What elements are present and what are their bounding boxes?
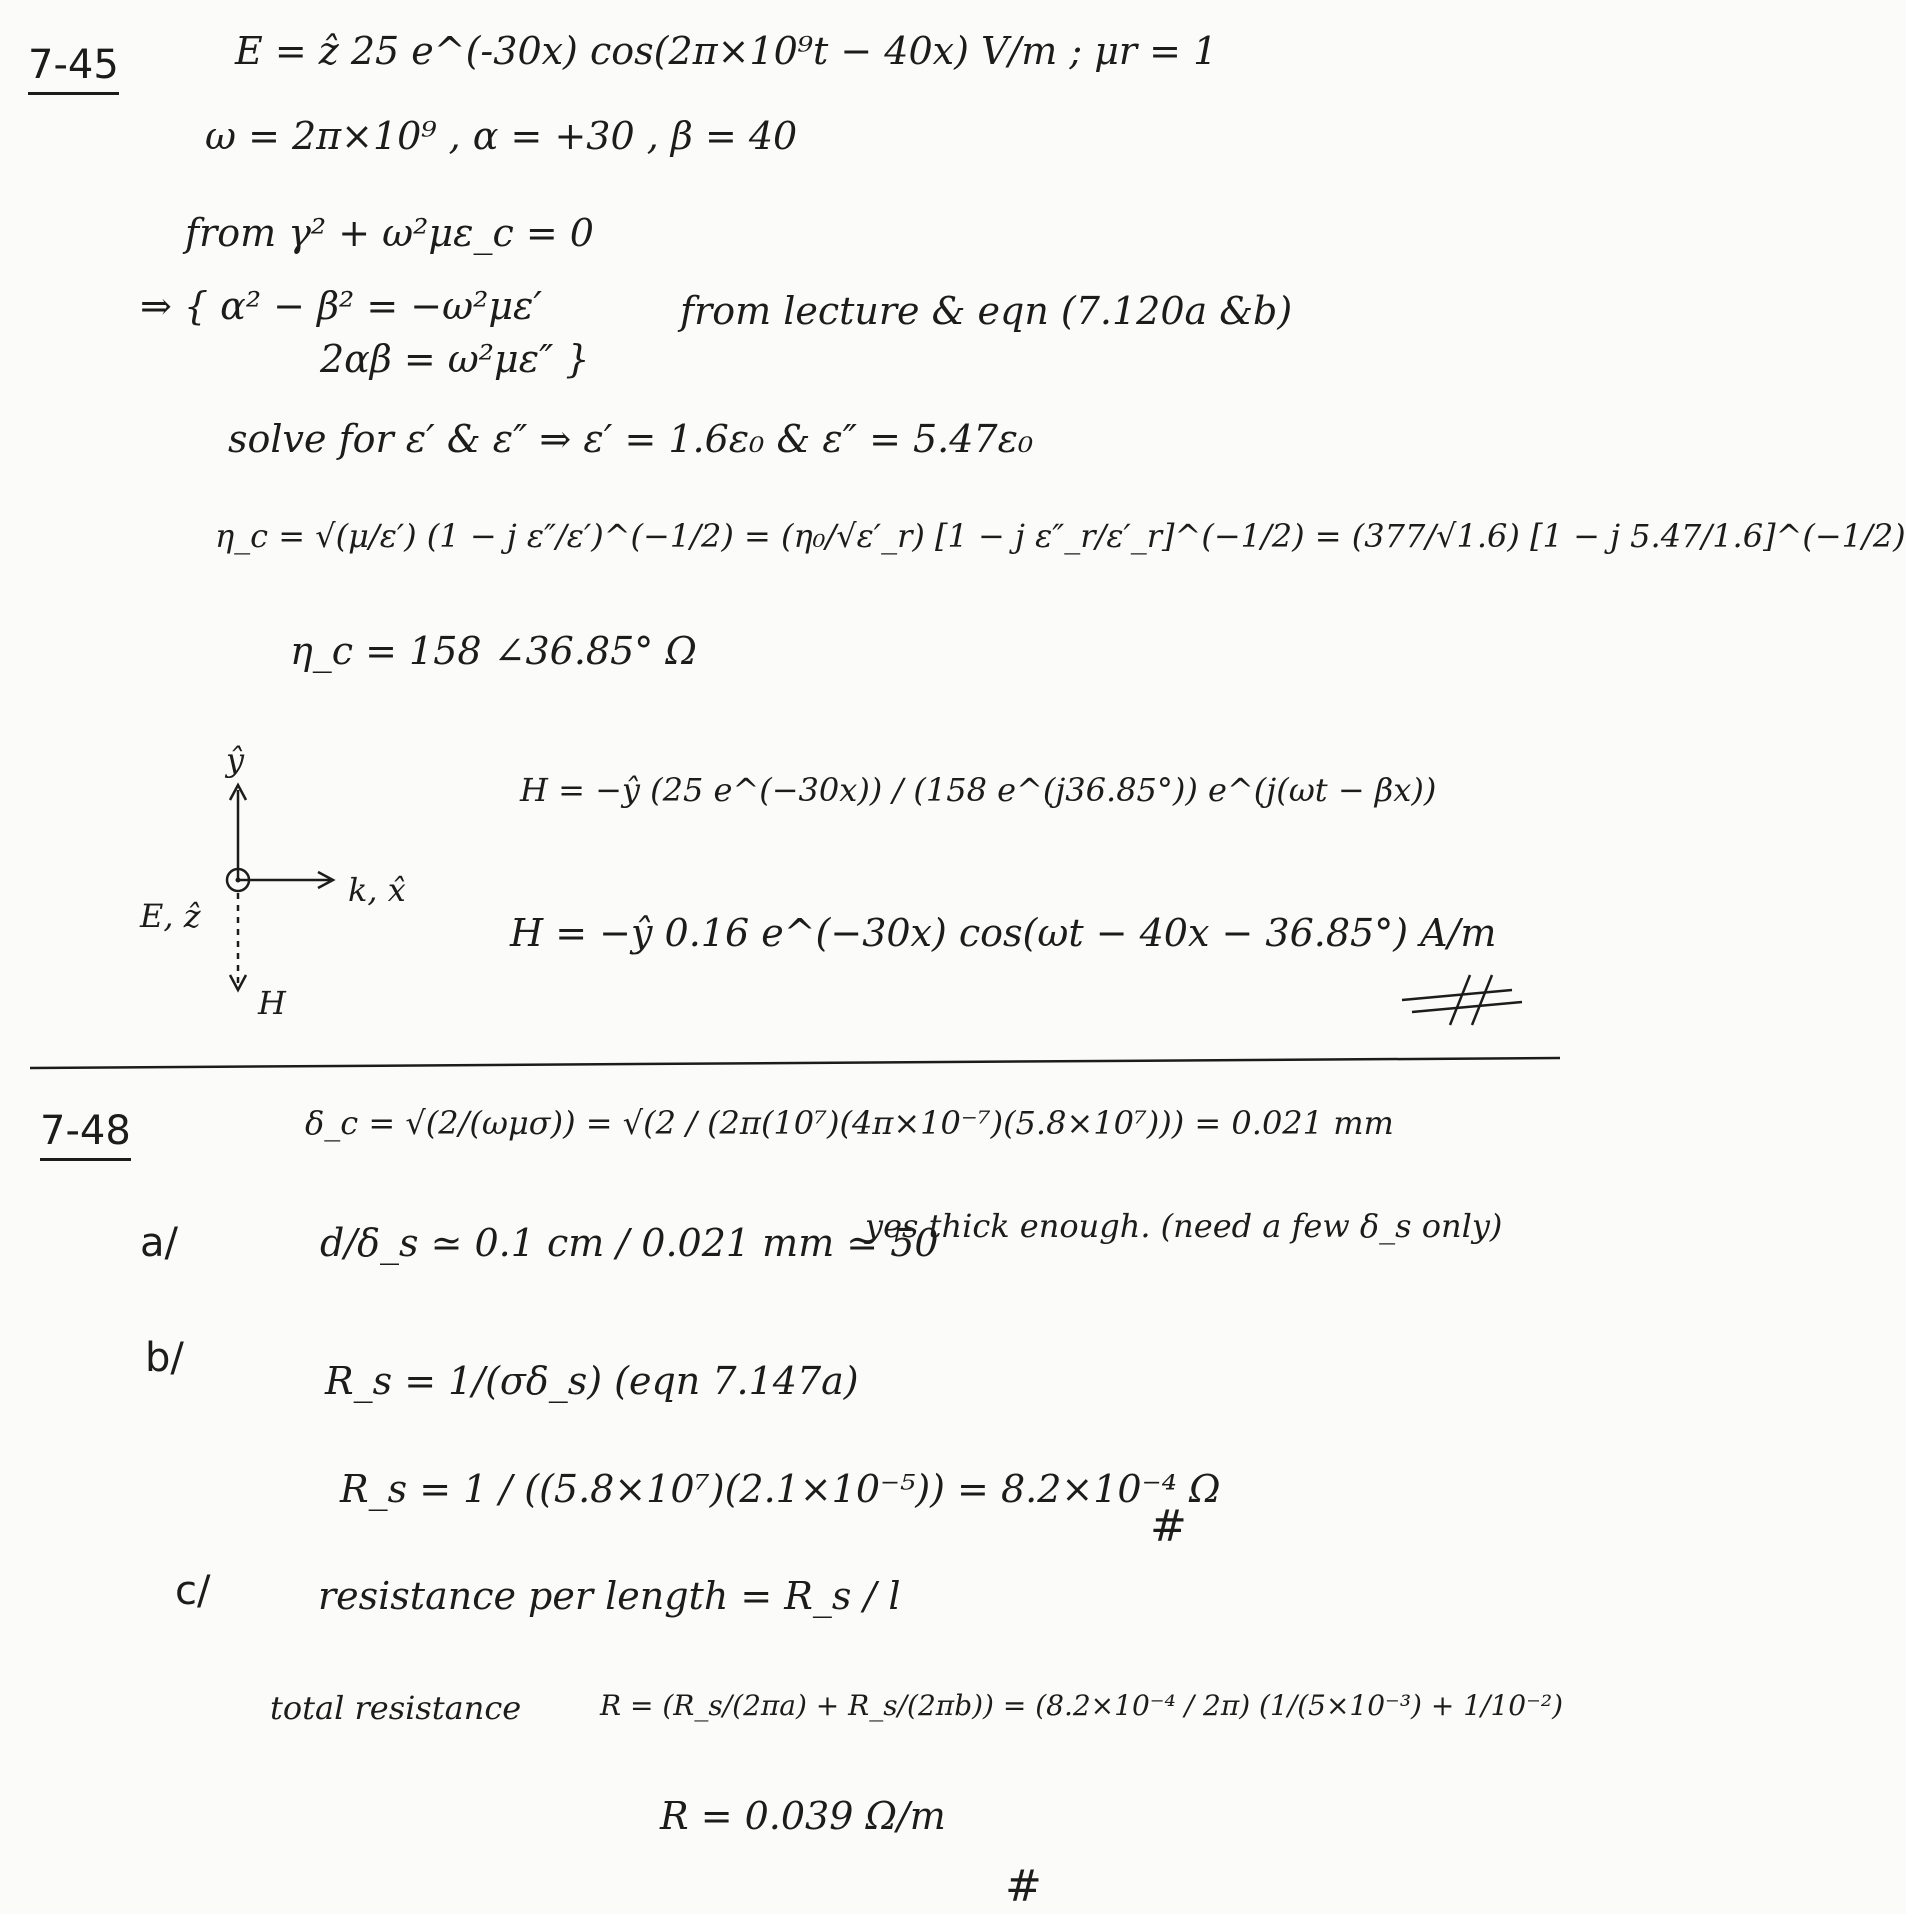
eq-final-resistance: R = 0.039 Ω/m: [660, 1794, 946, 1838]
problem-748-label: 7-48: [40, 1108, 131, 1161]
part-b-label: b/: [145, 1335, 184, 1381]
total-resistance-label: total resistance: [270, 1689, 522, 1727]
eq-system-line-2: 2αβ = ω²με″ }: [320, 337, 590, 381]
axis-h-label: H: [258, 984, 286, 1022]
eq-skin-depth: δ_c = √(2/(ωμσ)) = √(2 / (2π(10⁷)(4π×10⁻⁷)(5.8×10⁷))) = 0.021 mm: [305, 1104, 1394, 1142]
eq-e-field: E = ẑ 25 e^(-30x) cos(2π×10⁹t − 40x) V/m ; μr = 1: [235, 29, 1218, 73]
axis-k-label: k, x̂: [348, 871, 406, 909]
eq-h-field: H = −ŷ 0.16 e^(−30x) cos(ωt − 40x − 36.85°) A/m: [510, 911, 1497, 955]
result-mark-b: #: [1150, 1501, 1187, 1552]
thickness-note: yes thick enough. (need a few δ_s only): [865, 1207, 1503, 1245]
axis-z-label: E, ẑ: [140, 897, 201, 935]
eq-intrinsic-impedance: η_c = √(μ/ε′) (1 − j ε″/ε′)^(−1/2) = (η₀/√ε′_r) [1 − j ε″_r/ε′_r]^(−1/2) = (377/√1.6) [1 − j 5.47/1.6]^(−1/2): [215, 517, 1906, 555]
axis-y-label: ŷ: [226, 741, 245, 779]
eq-h-phasor: H = −ŷ (25 e^(−30x)) / (158 e^(j36.85°)) e^(j(ωt − βx)): [520, 771, 1437, 809]
eq-eta-result: η_c = 158 ∠36.85° Ω: [290, 629, 697, 673]
problem-745-label: 7-45: [28, 42, 119, 95]
eq-system-line-1: ⇒ { α² − β² = −ω²με′: [140, 284, 543, 328]
part-a-label: a/: [140, 1220, 178, 1266]
eq-omega-alpha-beta: ω = 2π×10⁹ , α = +30 , β = 40: [205, 114, 798, 158]
eq-thickness-ratio: d/δ_s ≃ 0.1 cm / 0.021 mm ≃ 50: [320, 1221, 939, 1265]
eq-total-resistance: R = (R_s/(2πa) + R_s/(2πb)) = (8.2×10⁻⁴ / 2π) (1/(5×10⁻³) + 1/10⁻²): [600, 1689, 1564, 1722]
eq-surface-resistance: R_s = 1/(σδ_s) (eqn 7.147a): [325, 1359, 859, 1403]
part-c-label: c/: [175, 1568, 211, 1614]
eq-propagation-constant: from γ² + ω²με_c = 0: [185, 211, 594, 255]
result-mark-c: #: [1005, 1861, 1042, 1912]
eq-resistance-per-length: resistance per length = R_s / l: [318, 1574, 901, 1618]
eq-epsilon-solution: solve for ε′ & ε″ ⇒ ε′ = 1.6ε₀ & ε″ = 5.47ε₀: [228, 417, 1034, 461]
lecture-reference: from lecture & eqn (7.120a &b): [680, 289, 1293, 333]
eq-surface-resistance-value: R_s = 1 / ((5.8×10⁷)(2.1×10⁻⁵)) = 8.2×10⁻⁴ Ω: [340, 1467, 1221, 1511]
